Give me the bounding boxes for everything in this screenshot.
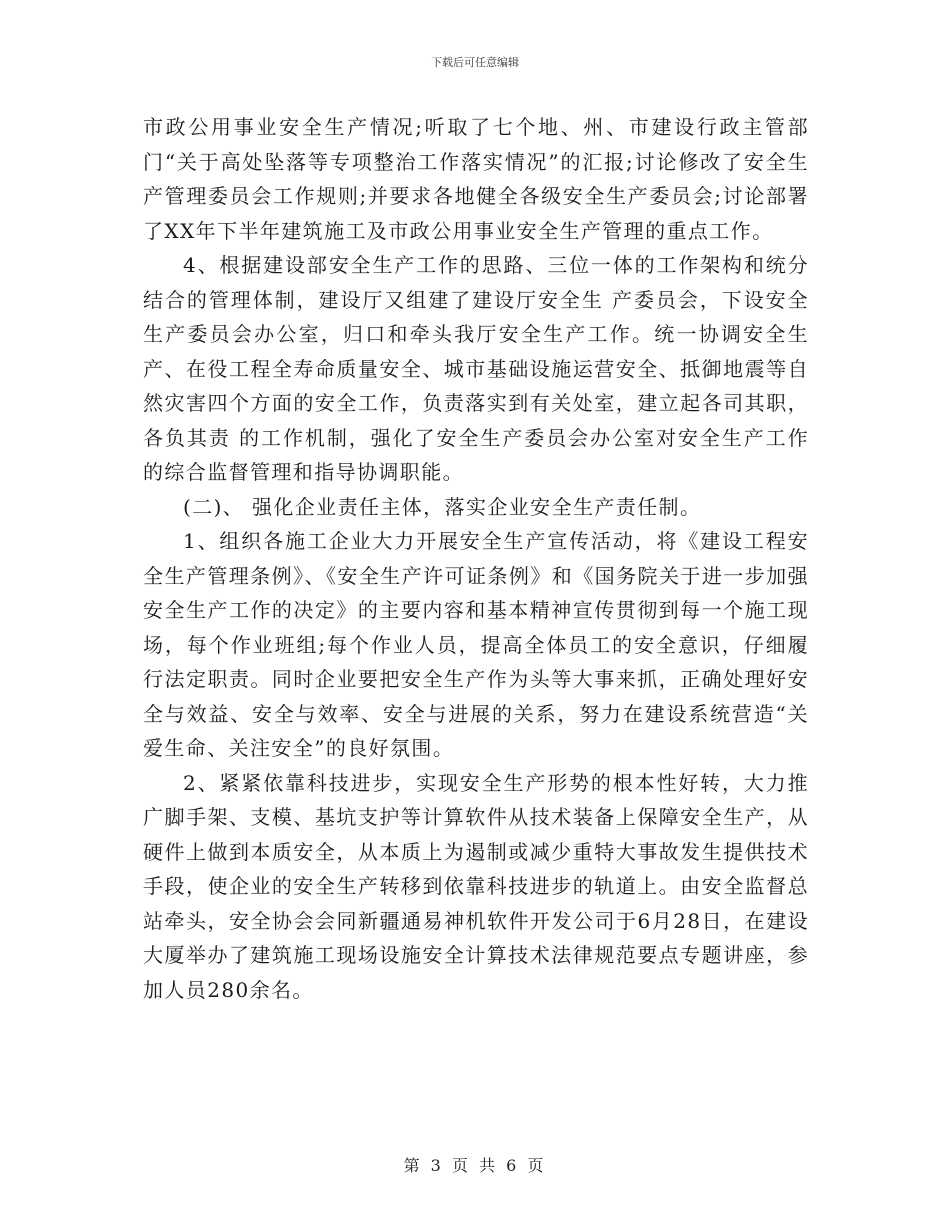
document-body — [143, 110, 809, 1007]
paragraph-item-1: 1、组织各施工企业大力开展安全生产宣传活动，将《建设工程安全生产管理条例》、《安全生产许可证条例》和《国务院关于进一步加强安全生产工作的决定》的主要内容和基本精神宣传贯彻到每一个施工现场，每个作业班组;每个作业人员，提高全体员工的安全意识，仔细履行法定职责。同时企业要把安全生产作为头等大事来抓，正确处理好安全与效益、安全与效率、安全与进展的关系，努力在建设系统营造“关爱生命、关注安全”的良好氛围。 — [143, 529, 809, 760]
paragraph-item-2: 2、紧紧依靠科技进步，实现安全生产形势的根本性好转，大力推广脚手架、支模、基坑支护等计算软件从技术装备上保障安全生产，从硬件上做到本质安全，从本质上为遏制或减少重特大事故发生提供技术手段，使企业的安全生产转移到依靠科技进步的轨道上。由安全监督总站牵头，安全协会会同新疆通易神机软件开发公司于6月28日，在建设大厦举办了建筑施工现场设施安全计算技术法律规范要点专题讲座，参加人员280余名。 — [143, 770, 809, 1002]
page-number-footer: 第 3 页 共 6 页 — [403, 1156, 547, 1175]
paragraph-continuation: 市政公用事业安全生产情况;听取了七个地、州、市建设行政主管部门“关于高处坠落等专项整治工作落实情况”的汇报;讨论修改了安全生产管理委员会工作规则;并要求各地健全各级安全生产委员会;讨论部署了XX年下半年建筑施工及市政公用事业安全生产管理的重点工作。 — [143, 115, 809, 243]
paragraph-item-4: 4、根据建设部安全生产工作的思路、三位一体的工作架构和统分结合的管理体制，建设厅又组建了建设厅安全生 产委员会，下设安全生产委员会办公室，归口和牵头我厅安全生产工作。统一协调安全生产、在役工程全寿命质量安全、城市基础设施运营安全、抵御地震等自然灾害四个方面的安全工作，负责落实到有关处室，建立起各司其职，各负其责 的工作机制，强化了安全生产委员会办公室对安全生产工作的综合监督管理和指导协调职能。 — [143, 253, 809, 484]
page-header: 下载后可任意编辑 — [431, 56, 519, 69]
section-heading-2: (二)、 强化企业责任主体，落实企业安全生产责任制。 — [183, 494, 702, 519]
